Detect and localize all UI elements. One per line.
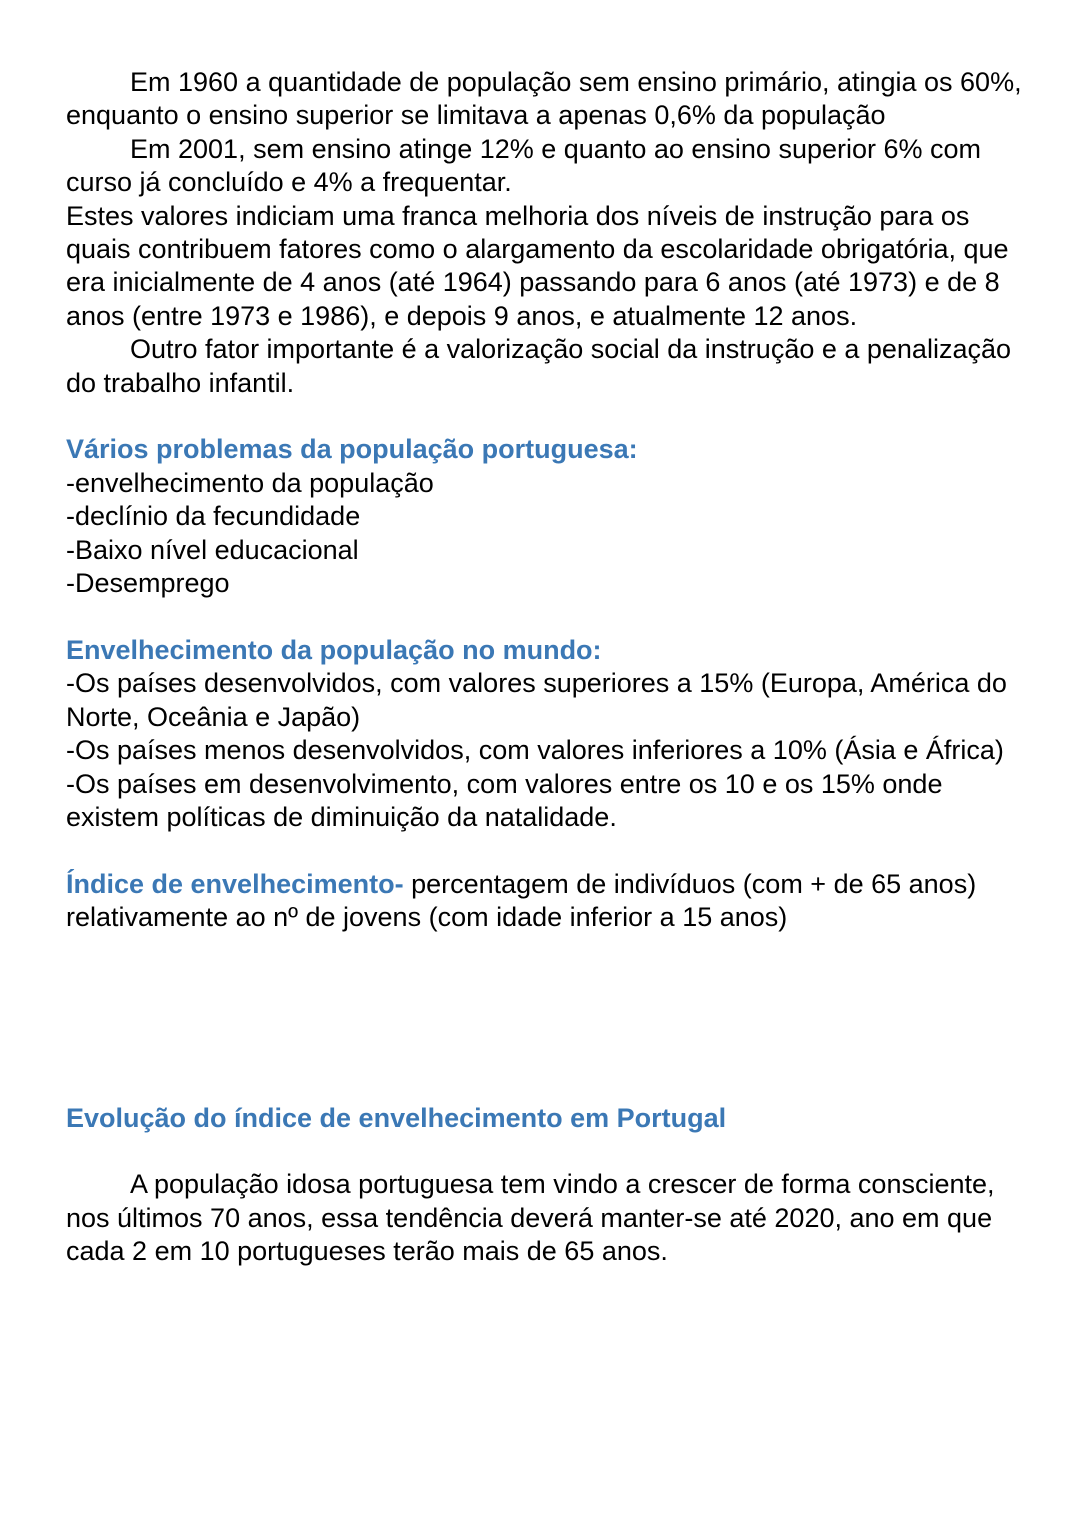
index-definition-text: percentagem de indivíduos (com + de 65 anos) relativamente ao nº de jovens (com idade inferior a 15 anos) — [66, 868, 977, 933]
problems-heading: Vários problemas da população portuguesa: — [66, 434, 638, 465]
world-list-item: -Os países menos desenvolvidos, com valores inferiores a 10% (Ásia e África) — [66, 735, 1004, 766]
intro-paragraph-2: Em 2001, sem ensino atinge 12% e quanto ao ensino superior 6% com curso já concluído e 4% a frequentar. — [66, 133, 982, 198]
spacer — [66, 400, 1026, 433]
spacer — [66, 1135, 1026, 1168]
world-heading: Envelhecimento da população no mundo: — [66, 634, 602, 665]
problems-list-item: -Baixo nível educacional — [66, 534, 359, 565]
problems-list-item: -envelhecimento da população — [66, 467, 434, 498]
problems-list-item: -Desemprego — [66, 568, 230, 599]
portugal-heading: Evolução do índice de envelhecimento em Portugal — [66, 1102, 727, 1133]
spacer — [66, 600, 1026, 633]
problems-list-item: -declínio da fecundidade — [66, 501, 361, 532]
portugal-paragraph: A população idosa portuguesa tem vindo a crescer de forma consciente, nos últimos 70 anos, essa tendência deverá manter-se até 2020, ano em que cada 2 em 10 portugueses terão mais de 65 anos. — [66, 1169, 995, 1267]
world-list-item: -Os países desenvolvidos, com valores superiores a 15% (Europa, América do Norte, Oceânia e Japão) — [66, 668, 1007, 732]
document-page — [66, 66, 1026, 1269]
spacer — [66, 935, 1026, 1102]
index-definition — [66, 868, 1026, 935]
intro-paragraph-1: Em 1960 a quantidade de população sem ensino primário, atingia os 60%, enquanto o ensino superior se limitava a apenas 0,6% da população — [66, 67, 1022, 131]
index-term: Índice de envelhecimento- — [66, 868, 404, 899]
intro-paragraph-4: Outro fator importante é a valorização social da instrução e a penalização do trabalho infantil. — [66, 334, 1011, 398]
intro-paragraph-3: Estes valores indiciam uma franca melhoria dos níveis de instrução para os quais contribuem fatores como o alargamento da escolaridade obrigatória, que era inicialmente de 4 anos (até 1964) passando para 6 anos (até 1973) e de 8 anos (entre 1973 e 1986), e depois 9 anos, e atualmente 12 anos. — [66, 200, 1009, 331]
world-list-item: -Os países em desenvolvimento, com valores entre os 10 e os 15% onde existem políticas de diminuição da natalidade. — [66, 768, 943, 832]
spacer — [66, 834, 1026, 867]
